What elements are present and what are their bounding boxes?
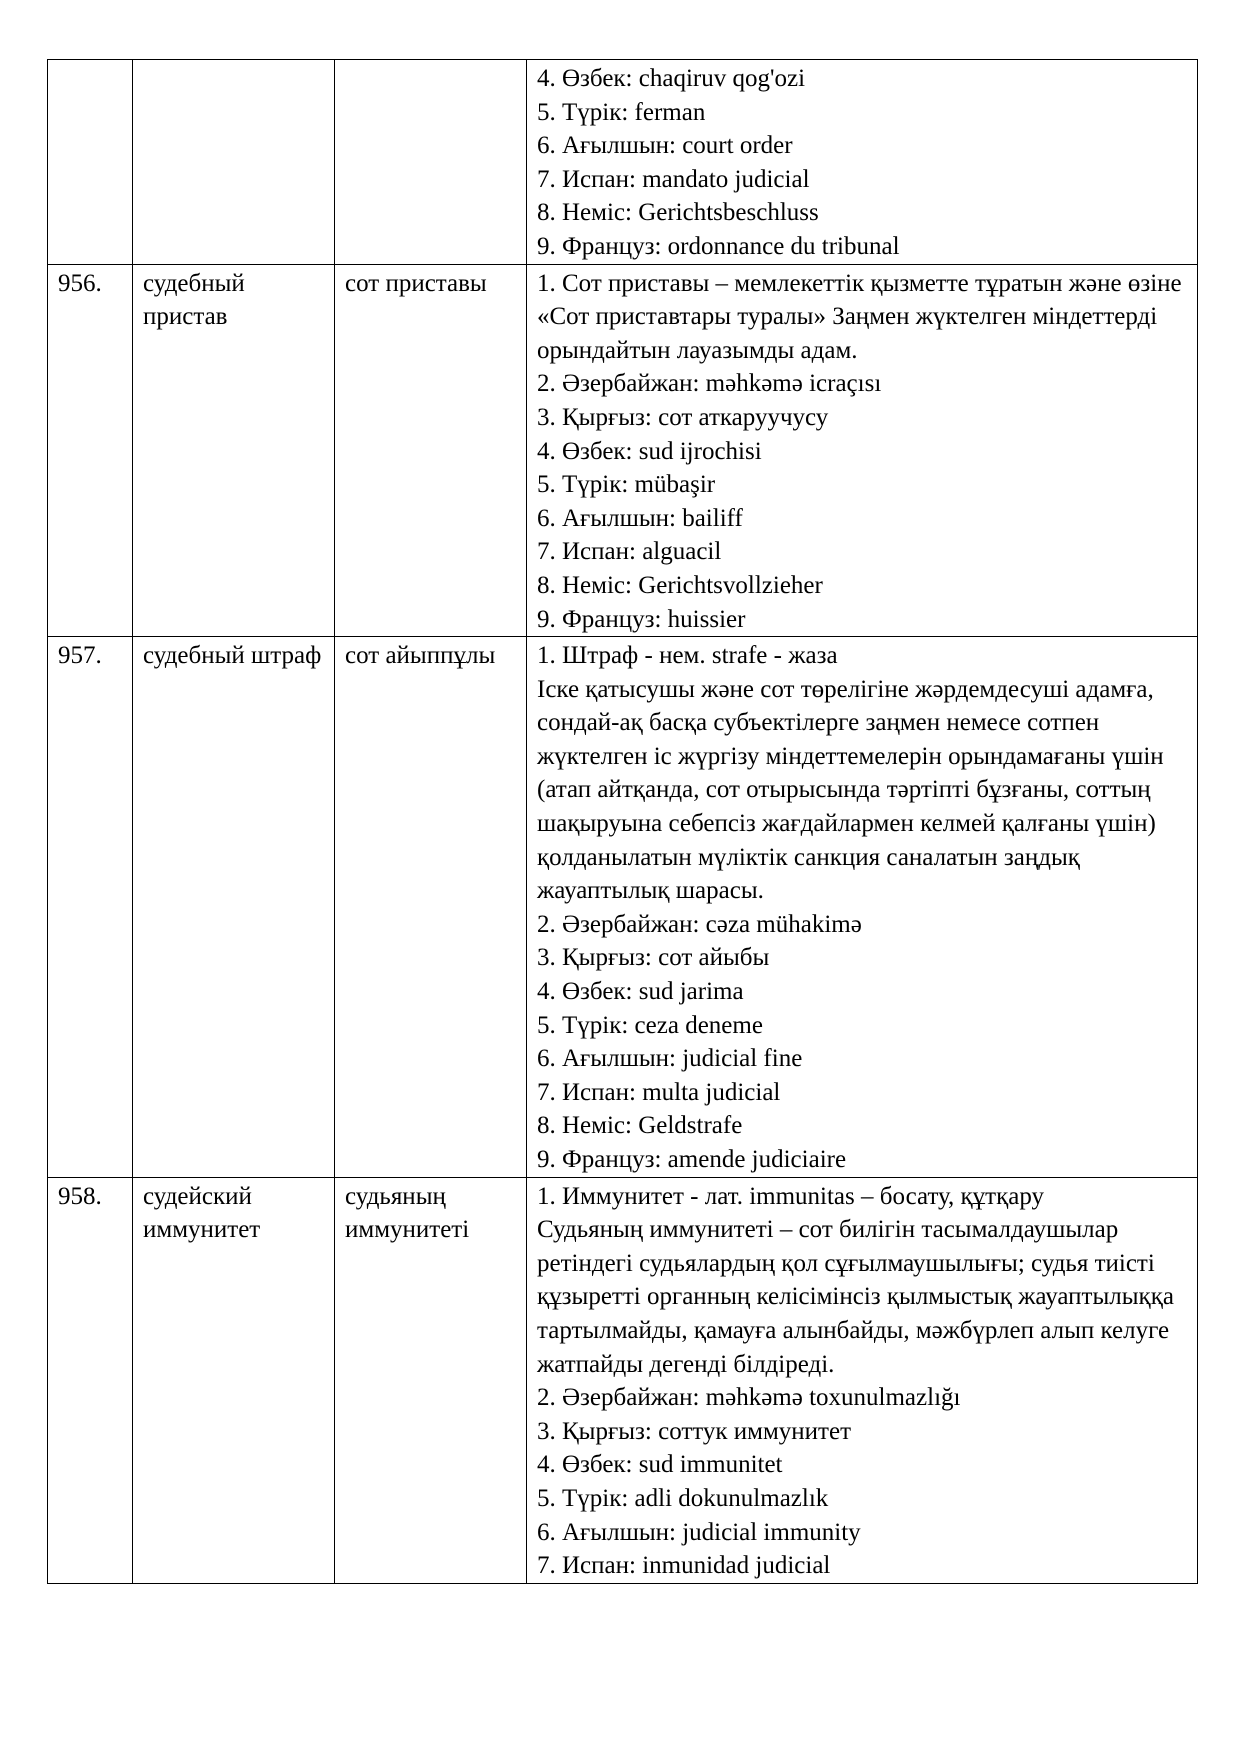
translation-line: 6. Ағылшын: bailiff	[537, 504, 743, 532]
russian-term	[133, 60, 335, 265]
definition-text: Іске қатысушы және сот төрелігіне жәрдемдесуші адамға, сондай-ақ басқа субъектілерге заңмен немесе сотпен жүктелген іс жүргізу міндеттемелерін орындамағаны үшін (атап айтқанда, сот отырысында тәртіпті бұзғаны, соттың шақыруына себепсіз жағдайлармен келмей қалғаны үшін) қолданылатын мүліктік санкция саналатын заңдық жауаптылық шарасы.	[537, 675, 1164, 905]
definition-text: 1. Сот приставы – мемлекеттік қызметте тұратын және өзіне «Сот приставтары туралы» Заңмен жүктелген міндеттерді орындайтын лауазымды адам.	[537, 269, 1182, 364]
translation-line: 8. Неміс: Gerichtsvollzieher	[537, 571, 823, 599]
translation-line: 5. Түрік: ceza deneme	[537, 1011, 763, 1039]
translation-line: 8. Неміс: Geldstrafe	[537, 1112, 743, 1140]
translation-line: 5. Түрік: adli dokunulmazlık	[537, 1484, 829, 1512]
translation-line: 9. Француз: amende judiciaire	[537, 1146, 847, 1173]
document-page	[47, 59, 1197, 1584]
translation-line: 9. Француз: ordonnance du tribunal	[537, 232, 900, 260]
translation-line: 6. Ағылшын: judicial fine	[537, 1045, 803, 1073]
kazakh-term: судьяның иммунитеті	[335, 1177, 527, 1583]
entry-number: 957.	[48, 637, 133, 1178]
definition-cell	[527, 264, 1198, 637]
translation-line: 3. Қырғыз: сот айыбы	[537, 944, 770, 972]
definition-cell	[527, 637, 1198, 1178]
etymology-line: 1. Штраф - нем. strafe - жаза	[537, 642, 838, 670]
russian-term: судейский иммунитет	[133, 1177, 335, 1583]
table-row	[48, 60, 1198, 265]
translation-line: 7. Испан: mandato judicial	[537, 165, 810, 193]
glossary-table	[47, 59, 1198, 1584]
table-row	[48, 264, 1198, 637]
translation-line: 2. Әзербайжан: məhkəmə icraçısı	[537, 370, 882, 398]
russian-term: судебный пристав	[133, 264, 335, 637]
translation-line: 8. Неміс: Gerichtsbeschluss	[537, 199, 819, 227]
definition-cell	[527, 1177, 1198, 1583]
translation-line: 5. Түрік: mübaşir	[537, 471, 716, 499]
entry-number: 956.	[48, 264, 133, 637]
translation-line: 7. Испан: inmunidad judicial	[537, 1552, 831, 1580]
definition-text: Судьяның иммунитеті – сот билігін тасымалдаушылар ретіндегі судьялардың қол сұғылмаушылығы; судья тиісті құзыретті органның келісімінсіз қылмыстық жауаптылыққа тартылмайды, қамауға алынбайды, мәжбүрлеп алып келуге жатпайды дегенді білдіреді.	[537, 1216, 1174, 1378]
translation-line: 4. Өзбек: sud jarima	[537, 978, 744, 1006]
kazakh-term	[335, 60, 527, 265]
translation-line: 6. Ағылшын: judicial immunity	[537, 1518, 861, 1546]
entry-number	[48, 60, 133, 265]
russian-term: судебный штраф	[133, 637, 335, 1178]
kazakh-term: сот айыппұлы	[335, 637, 527, 1178]
kazakh-term: сот приставы	[335, 264, 527, 637]
translation-line: 4. Өзбек: sud ijrochisi	[537, 437, 762, 465]
etymology-line: 1. Иммунитет - лат. immunitas – босату, құтқару	[537, 1182, 1045, 1210]
translation-line: 6. Ағылшын: court order	[537, 132, 793, 160]
translation-line: 3. Қырғыз: сот аткаруучусу	[537, 403, 829, 431]
translation-line: 2. Әзербайжан: məhkəmə toxunulmazlığı	[537, 1384, 961, 1412]
entry-number: 958.	[48, 1177, 133, 1583]
translation-line: 3. Қырғыз: соттук иммунитет	[537, 1417, 852, 1445]
definition-cell	[527, 60, 1198, 265]
translation-line: 5. Түрік: ferman	[537, 98, 706, 126]
table-row	[48, 1177, 1198, 1583]
translation-line: 9. Француз: huissier	[537, 605, 746, 633]
translation-line: 4. Өзбек: sud immunitet	[537, 1451, 783, 1479]
table-row	[48, 637, 1198, 1178]
translation-line: 2. Әзербайжан: cəza mühakimə	[537, 910, 862, 938]
translation-line: 7. Испан: multa judicial	[537, 1078, 781, 1106]
translation-line: 4. Өзбек: chaqiruv qog'ozi	[537, 65, 806, 92]
translation-line: 7. Испан: alguacil	[537, 538, 722, 566]
